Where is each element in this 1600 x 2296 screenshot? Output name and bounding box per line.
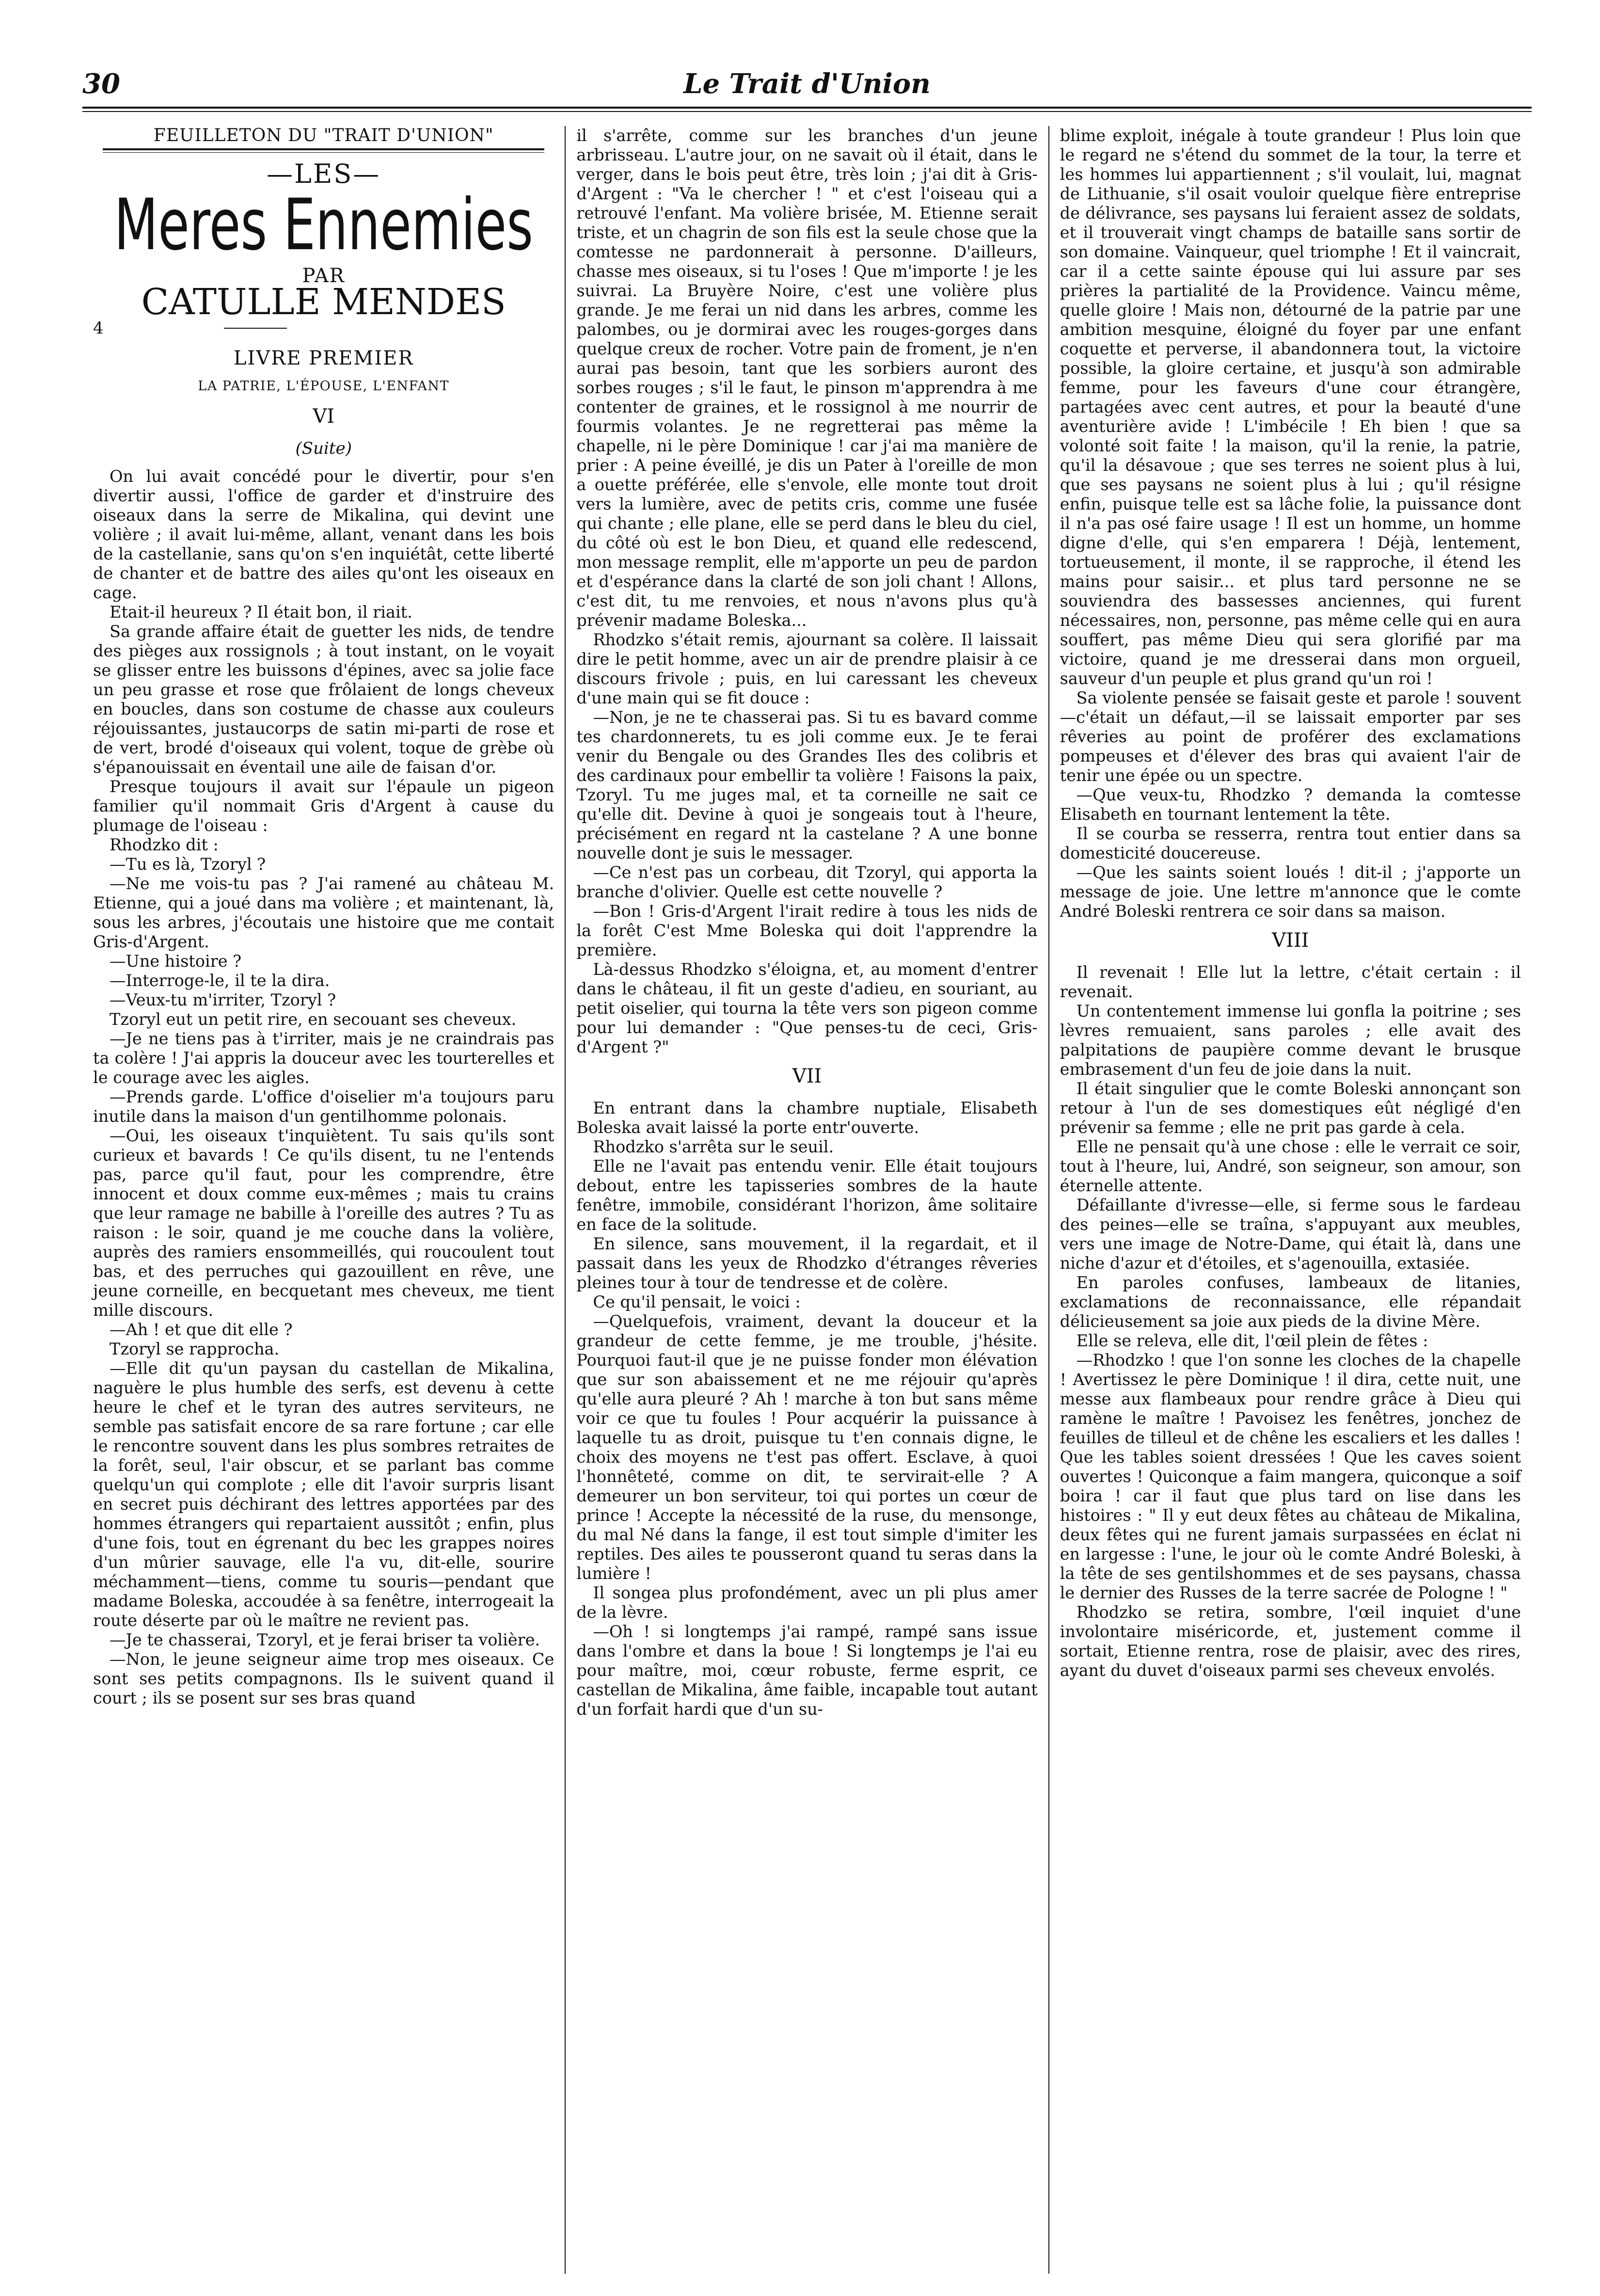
paragraph: —Interroge-le, il te la dira. (110, 971, 330, 990)
book-title: LIVRE PREMIER (233, 347, 414, 369)
paragraph: —Rhodzko ! que l'on sonne les cloches de la chapelle ! Avertissez le père Dominique ! il dira, cette nuit, une messe aux flambeaux pour rendre grâce à Dieu qui ramène le maître ! Pavoisez les fenêtres, jonchez de feuilles de tilleul et de chêne les escaliers et les dalles ! Que les tables soient dressées ! Que les caves soient ouvertes ! Quiconque a faim mangera, quiconque a soif boira ! car il faut que plus tard on lise dans les histoires : " Il y eut deux fêtes au château de Mikalina, deux fêtes qui ne furent jamais surpassées en éclat ni en largesse : l'une, le jour où le comte André Boleski, à la tête de ses gentilshommes et de ses paysans, chassa le dernier des Russes de la terre sacrée de Pologne ! " (1060, 1351, 1521, 1602)
paragraph: —Oh ! si longtemps j'ai rampé, rampé sans issue dans l'ombre et dans la boue ! Si longtemps je l'ai eu pour maître, moi, cœur robuste, ferme esprit, ce castellan de Mikalina, âme faible, incapable tout autant d'un forfait hardi que d'un su- (576, 1622, 1038, 1719)
paragraph: —Non, le jeune seigneur aime trop mes oiseaux. Ce sont ses petits compagnons. Ils le suivent quand il court ; ils se posent sur ses bras quand (93, 1650, 554, 1707)
divider (103, 148, 544, 153)
paragraph-group (93, 467, 554, 1708)
divider (224, 328, 287, 329)
book-subtitle: LA PATRIE, L'ÉPOUSE, L'ENFANT (198, 379, 450, 394)
page-header (82, 63, 1532, 107)
paragraph: En entrant dans la chambre nuptiale, Elisabeth Boleska avait laissé la porte entr'ouverte. (576, 1099, 1038, 1137)
paragraph-group (1060, 126, 1521, 921)
paragraph: Rhodzko se retira, sombre, l'œil inquiet d'une involontaire miséricorde, et, justement comme il sortait, Etienne rentra, rose de plaisir, avec des rires, ayant du duvet d'oiseaux parmi ses cheveux envolés. (1060, 1603, 1521, 1680)
paragraph: Rhodzko s'arrêta sur le seuil. (593, 1137, 834, 1156)
paragraph: Presque toujours il avait sur l'épaule un pigeon familier qu'il nommait Gris d'Argent à cause du plumage de l'oiseau : (93, 777, 554, 835)
page-number: 30 (82, 68, 120, 100)
paragraph: blime exploit, inégale à toute grandeur ! Plus loin que le regard ne s'étend du sommet de la tour, la terre et les hommes lui appartiennent ; s'il voulait, lui, magnat de Lithuanie, s'il osait vouloir quelque fière entreprise de délivrance, ses paysans lui feraient assez de soldats, et il trouverait vingt champs de bataille sans sortir de son domaine. Vainqueur, quel triomphe ! Et il vaincrait, car il a cette sainte épouse qui lui assure par ses prières la partialité de la Providence. Vaincu même, quelle gloire ! Mais non, détourné de la patrie par une ambition mesquine, éloigné du foyer par une enfant coquette et perverse, il abandonnera tout, la victoire possible, la gloire certaine, et jusqu'à son admirable femme, pour les faveurs d'une cour étrangère, partagées avec cent autres, et pour la beauté d'une aventurière avide ! L'imbécile ! Eh bien ! que sa volonté soit faite ! la maison, qu'il la renie, la patrie, qu'il la désavoue ; que ses terres ne soient plus à lui, que ses paysans ne soient plus à lui ; qu'il résigne enfin, puisque telle est sa lâche folie, la puissance dont il n'a pas osé faire usage ! Il est un homme, un homme digne d'elle, qui s'en emparera ! Déjà, lentement, tortueusement, il monte, il se rapproche, il étend les mains pour saisir... et plus tard personne ne se souviendra des bassesses anciennes, qui furent nécessaires, non, personne, pas même celle qui en aura souffert, pas même Dieu qui sera glorifié par ma victoire, quand je me dresserai dans mon orgueil, sauveur d'un peuple et plus grand qu'un roi ! (1060, 126, 1521, 688)
paragraph: Il revenait ! Elle lut la lettre, c'était certain : il revenait. (1060, 963, 1521, 1001)
chapter-heading: VII (792, 1065, 822, 1087)
paragraph: —Bon ! Gris-d'Argent l'irait redire à tous les nids de la forêt C'est Mme Boleska qui doit l'apprendre la première. (576, 902, 1038, 959)
newspaper-page (82, 63, 1532, 2274)
running-title: Le Trait d'Union (683, 68, 931, 100)
paragraph: En paroles confuses, lambeaux de litanies, exclamations de reconnaissance, elle répandait délicieusement sa joie aux pieds de la divine Mère. (1060, 1273, 1521, 1331)
paragraph: Sa grande affaire était de guetter les nids, de tendre des pièges aux rossignols ; à tout instant, on le voyait se glisser entre les buissons d'épines, avec sa jolie face un peu grasse et rose que frôlaient de longs cheveux en boucles, dans son costume de chasse aux couleurs réjouissantes, justaucorps de satin mi-parti de rose et de vert, brodé d'oiseaux qui volent, toque de grèbe où s'épanouissait en éventail une aile de faisan d'or. (93, 622, 554, 777)
chapter-heading: VIII (1272, 929, 1309, 952)
paragraph: Il songea plus profondément, avec un pli plus amer de la lèvre. (576, 1583, 1038, 1622)
paragraph: Un contentement immense lui gonfla la poitrine ; ses lèvres remuaient, sans paroles ; elle avait des palpitations de paupière comme devant le brusque embrasement d'un feu de joie dans la nuit. (1060, 1002, 1521, 1079)
paragraph: —Je ne tiens pas à t'irriter, mais je ne craindrais pas ta colère ! J'ai appris la douceur avec les tourterelles et le courage avec les aigles. (93, 1029, 554, 1087)
by-label: PAR (302, 265, 345, 287)
paragraph: Rhodzko dit : (110, 835, 219, 854)
paragraph: —Elle dit qu'un paysan du castellan de Mikalina, naguère le plus humble des serfs, est devenu à cette heure le chef et le tyran des autres serviteurs, ne semble pas satisfait encore de sa rare fortune ; car elle le rencontre souvent dans les plus sombres retraites de la forêt, seul, l'air obscur, et se parlant bas comme quelqu'un qui complote ; elle dit l'avoir surpris lisant en secret puis déchirant des lettres apportées par des hommes étrangers qui repartaient aussitôt ; enfin, plus d'une fois, tout en égrenant du bec les grappes noires d'un mûrier sauvage, elle l'a vu, dit-elle, sourire méchamment—tiens, comme tu souris—pendant que madame Boleska, accoudée à sa fenêtre, interrogeait la route déserte par où le maître ne revient pas. (93, 1359, 554, 1630)
paragraph: Rhodzko s'était remis, ajournant sa colère. Il laissait dire le petit homme, avec un air de prendre plaisir à ce discours frivole ; puis, en lui caressant les cheveux d'une main qui se fit douce : (576, 630, 1038, 707)
paragraph: —Veux-tu m'irriter, Tzoryl ? (110, 990, 336, 1009)
paragraph: Tzoryl se rapprocha. (110, 1339, 280, 1358)
paragraph: Elle ne pensait qu'à une chose : elle le verrait ce soir, tout à l'heure, lui, André, son seigneur, son amour, son éternelle attente. (1060, 1137, 1521, 1195)
paragraph: Elle ne l'avait pas entendu venir. Elle était toujours debout, entre les tapisseries sombres de la haute fenêtre, immobile, considérant l'horizon, âme solitaire en face de la solitude. (576, 1157, 1038, 1234)
paragraph: Là-dessus Rhodzko s'éloigna, et, au moment d'entrer dans le château, il fit un geste d'adieu, en souriant, au petit oiselier, qui tourna la tête vers son pigeon comme pour lui demander : "Que penses-tu de ceci, Gris-d'Argent ?" (576, 960, 1038, 1056)
chapter-heading: VI (313, 405, 334, 428)
paragraph: —Non, je ne te chasserai pas. Si tu es bavard comme tes chardonnerets, tu es joli comme eux. Je te ferai venir du Bengale ou des Grandes Iles des colibris et des cardinaux pour embellir ta volière ! Faisons la paix, Tzoryl. Tu me juges mal, et ta corneille ne sait ce qu'elle dit. Devine à quoi je songeais tout à l'heure, précisément en regard nt la castelane ? A une bonne nouvelle dont je suis le messager. (576, 708, 1038, 862)
paragraph: —Que veux-tu, Rhodzko ? demanda la comtesse Elisabeth en tournant lentement la tête. (1060, 785, 1521, 824)
paragraph: Elle se releva, elle dit, l'œil plein de fêtes : (1076, 1331, 1428, 1350)
paragraph: —Je te chasserai, Tzoryl, et je ferai briser ta volière. (110, 1630, 540, 1649)
paragraph-group (1060, 963, 1521, 1680)
paragraph-group (576, 126, 1037, 1057)
header-rule (82, 107, 1532, 112)
installment-number: 4 (93, 319, 104, 338)
paragraph: En silence, sans mouvement, il la regardait, et il passait dans les yeux de Rhodzko d'étranges rêveries pleines tour à tour de tendresse et de colère. (576, 1234, 1038, 1292)
paragraph: —Tu es là, Tzoryl ? (110, 855, 266, 874)
paragraph: —Que les saints soient loués ! dit-il ; j'apporte un message de joie. Une lettre m'annonce que le comte André Boleski rentrera ce soir dans sa maison. (1060, 863, 1521, 921)
paragraph: —Oui, les oiseaux t'inquiètent. Tu sais qu'ils sont curieux et bavards ! Ce qu'ils disent, tu ne l'entends pas, parce qu'il faut, pour les comprendre, être innocent et doux comme eux-mêmes ; mais tu crains que leur ramage ne babille à l'oreille des autres ? Tu as raison : le soir, quand je me couche dans la volière, auprès des ramiers ensommeillés, qui roucoulent tout bas, et des perruches qui gazouillent en rêve, une jeune corneille, en becquetant mes cheveux, me tient mille discours. (93, 1126, 554, 1320)
paragraph: Sa violente pensée se faisait geste et parole ! souvent—c'était un défaut,—il se laissait emporter par ses rêveries au point de proférer des exclamations pompeuses et d'élever des bras qui avaient l'air de tenir une épée ou un spectre. (1060, 688, 1521, 785)
column-2 (565, 126, 1048, 2274)
paragraph: —Ah ! et que dit elle ? (110, 1320, 293, 1339)
continued-label: (Suite) (295, 439, 352, 458)
paragraph: —Prends garde. L'office d'oiselier m'a toujours paru inutile dans la maison d'un gentilhomme polonais. (93, 1087, 554, 1126)
paragraph: —Quelquefois, vraiment, devant la douceur et la grandeur de cette femme, je me trouble, j'hésite. Pourquoi faut-il que je ne puisse fonder mon élévation que sur son abaissement et ne me réjouir qu'après qu'elle aura pleuré ? Ah ! marche à ton but sans même voir ce que tu foules ! Pour acquérir la puissance à laquelle tu as droit, puisque tu t'en connais digne, le choix des moyens ne t'est pas offert. Esclave, à quoi l'honnêteté, comme on dit, te servirait-elle ? A demeurer un bon serviteur, toi qui portes un cœur de prince ! Accepte la nécessité de la ruse, du mensonge, du mal Né dans la fange, il est tout simple d'imiter les reptiles. Des ailes te pousseront quand tu seras dans la lumière ! (576, 1312, 1038, 1583)
serial-title: Meres Ennemies (114, 184, 533, 266)
paragraph: —Une histoire ? (110, 952, 242, 971)
feuilleton-label: FEUILLETON DU "TRAIT D'UNION" (153, 126, 494, 145)
paragraph: —Ce n'est pas un corbeau, dit Tzoryl, qui apporta la branche d'olivier. Quelle est cette nouvelle ? (576, 863, 1038, 901)
paragraph: Il était singulier que le comte Boleski annonçant son retour à l'un de ses domestiques eût négligé d'en prévenir sa femme ; elle ne prit pas garde à cela. (1060, 1079, 1521, 1137)
paragraph: il s'arrête, comme sur les branches d'un jeune arbrisseau. L'autre jour, on ne savait où il était, dans le verger, dans le bois peut être, très loin ; j'ai dit à Gris-d'Argent : "Va le chercher ! " et c'est l'oiseau qui a retrouvé l'enfant. Ma volière brisée, M. Etienne serait triste, et un chagrin de son fils est la seule chose que la comtesse ne pardonnerait à personne. D'ailleurs, chasse mes oiseaux, si tu l'oses ! Que m'importe ! je les suivrai. La Bruyère Noire, c'est une volière plus grande. Je me ferai un nid dans les arbres, comme les palombes, ou je dormirai avec les rouges-gorges dans quelque creux de rocher. Votre pain de froment, je n'en aurai pas besoin, tant que les sorbiers auront des sorbes rouges ; s'il le faut, le pinson m'apprendra à me contenter de graines, et le rossignol à me nourrir de fourmis volantes. Je ne regretterai pas même la chapelle, ni le père Dominique ! car j'ai ma manière de prier : A peine éveillé, je dis un Pater à l'oreille de mon a ouette préférée, elle s'envole, elle monte tout droit vers la lumière, avec de petits cris, comme une fusée qui chante ; elle plane, elle se perd dans le bleu du ciel, du côté où est le bon Dieu, et quand elle redescend, mon message remplit, elle m'apporte un peu de pardon et d'espérance dans la clarté de son joli chant ! Allons, c'est dit, tu me renvoies, et nous n'avons plus qu'à prévenir madame Boleska... (576, 126, 1038, 630)
paragraph: Ce qu'il pensait, le voici : (593, 1292, 801, 1311)
column-3 (1048, 126, 1532, 2274)
paragraph: Tzoryl eut un petit rire, en secouant ses cheveux. (110, 1010, 517, 1029)
paragraph: Défaillante d'ivresse—elle, si ferme sous le fardeau des peines—elle se traîna, s'appuyant aux meubles, vers une image de Notre-Dame, qui était là, dans une niche d'azur et d'étoiles, et s'agenouilla, extasiée. (1060, 1196, 1521, 1273)
paragraph-group (576, 1099, 1037, 1719)
author-name: CATULLE MENDES (141, 281, 506, 323)
paragraph: Etait-il heureux ? Il était bon, il riait. (110, 603, 412, 622)
paragraph: —Ne me vois-tu pas ? J'ai ramené au château M. Etienne, qui a joué dans ma volière ; et maintenant, là, sous les arbres, j'écoutais une histoire que me contait Gris-d'Argent. (93, 874, 554, 951)
text-columns (82, 126, 1532, 2274)
paragraph: Il se courba se resserra, rentra tout entier dans sa domesticité doucereuse. (1060, 824, 1521, 862)
paragraph: On lui avait concédé pour le divertir, pour s'en divertir aussi, l'office de garder et d'instruire des oiseaux dans la serre de Mikalina, qui devint une volière ; il avait lui-même, allant, venant dans les bois de la castellanie, sans qu'on s'en inquiétât, cette liberté de chanter et de battre des ailes qu'ont les oiseaux en cage. (93, 467, 554, 602)
column-1 (82, 126, 565, 2274)
title-prefix: —LES— (267, 159, 381, 189)
